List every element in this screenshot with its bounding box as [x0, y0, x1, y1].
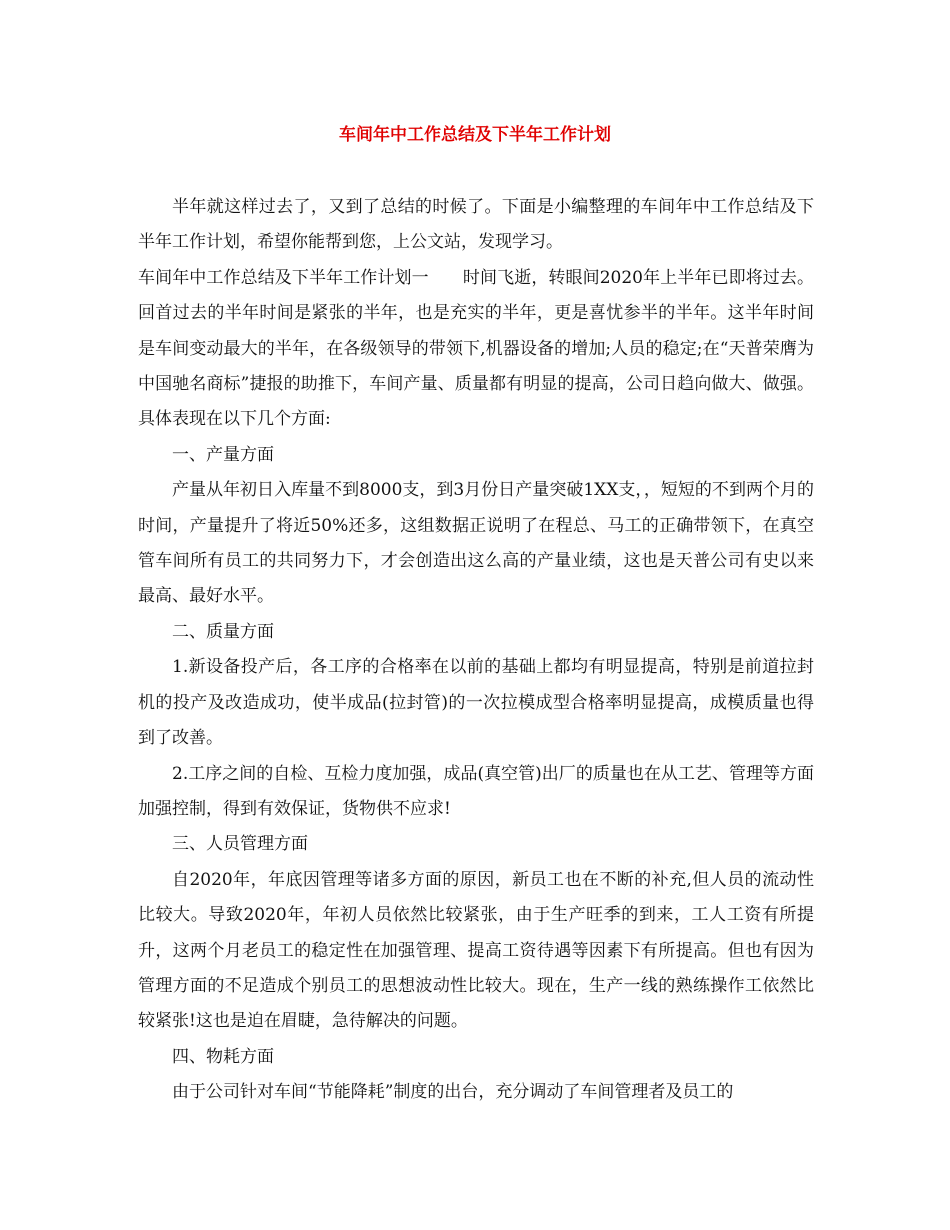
plan-one-paragraph: 车间年中工作总结及下半年工作计划一 时间飞逝，转眼间2020年上半年已即将过去。回首过去的半年时间是紧张的半年，也是充实的半年，更是喜忧参半的半年。这半年时间是车间变动最大的半年，在各级领导的带领下,机器设备的增加;人员的稳定;在“天普荣膺为中国驰名商标”捷报的助推下，车间产量、质量都有明显的提高，公司日趋向做大、做强。具体表现在以下几个方面:: [138, 267, 814, 430]
section-heading-personnel: 三、人员管理方面: [172, 834, 308, 855]
section-heading-materials: 四、物耗方面: [172, 1046, 274, 1067]
section-heading-quality: 二、质量方面: [172, 621, 274, 642]
materials-paragraph: 由于公司针对车间“节能降耗”制度的出台，充分调动了车间管理者及员工的: [172, 1082, 734, 1103]
personnel-paragraph: 自2020年，年底因管理等诸多方面的原因，新员工也在不断的补充,但人员的流动性比较大。导致2020年，年初人员依然比较紧张，由于生产旺季的到来，工人工资有所提升，这两个月老员工的稳定性在加强管理、提高工资待遇等因素下有所提高。但也有因为管理方面的不足造成个别员工的思想波动性比较大。现在，生产一线的熟练操作工依然比较紧张!这也是迫在眉睫，急待解决的问题。: [138, 869, 814, 1032]
quality-item-2: 2.工序之间的自检、互检力度加强，成品(真空管)出厂的质量也在从工艺、管理等方面加强控制，得到有效保证，货物供不应求!: [138, 763, 814, 819]
output-paragraph: 产量从年初日入库量不到8000支，到3月份日产量突破1XX支，，短短的不到两个月的时间，产量提升了将近50%还多，这组数据正说明了在程总、马工的正确带领下，在真空管车间所有员工的共同努力下，才会创造出这么高的产量业绩，这也是天普公司有史以来最高、最好水平。: [138, 480, 814, 607]
section-heading-output: 一、产量方面: [172, 444, 274, 465]
intro-paragraph: 半年就这样过去了，又到了总结的时候了。下面是小编整理的车间年中工作总结及下半年工作计划，希望你能帮到您，上公文站，发现学习。: [138, 197, 814, 253]
document-title: 车间年中工作总结及下半年工作计划: [339, 125, 611, 145]
quality-item-1: 1.新设备投产后，各工序的合格率在以前的基础上都均有明显提高，特别是前道拉封机的投产及改造成功，使半成品(拉封管)的一次拉模成型合格率明显提高，成模质量也得到了改善。: [138, 657, 814, 749]
document-body: [138, 190, 814, 1111]
